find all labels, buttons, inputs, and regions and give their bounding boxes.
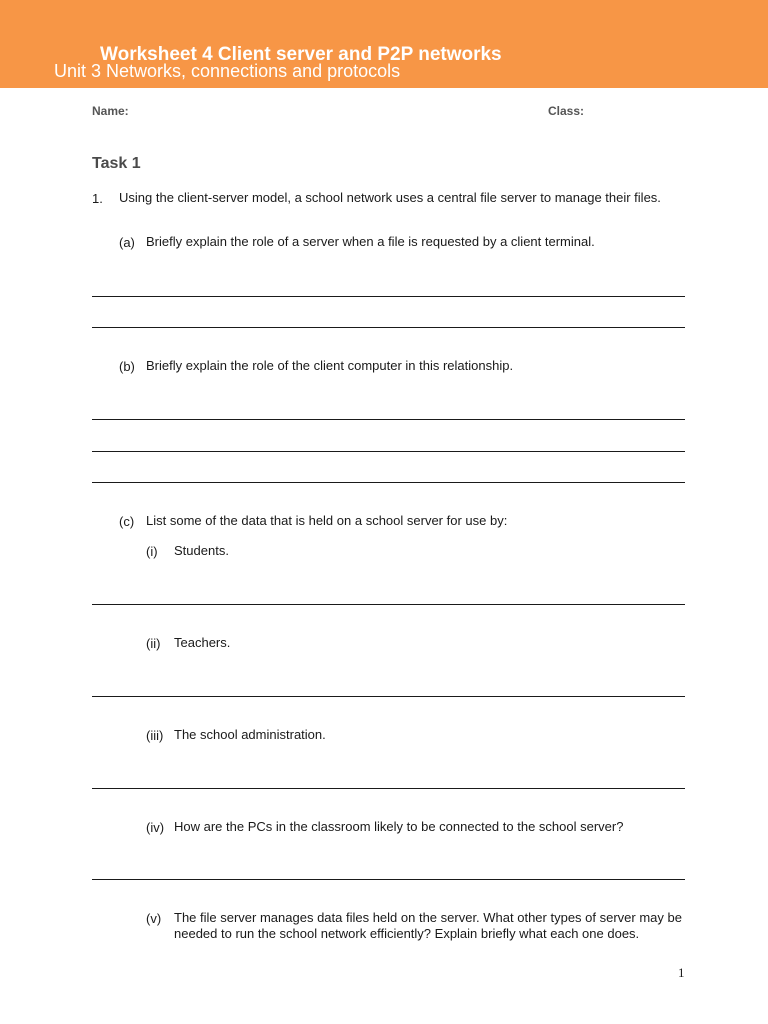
class-label: Class: <box>548 104 585 118</box>
answer-line[interactable] <box>92 296 685 297</box>
answer-line[interactable] <box>92 451 685 452</box>
item-v-label: (v) <box>146 911 162 926</box>
task-heading: Task 1 <box>92 155 141 172</box>
item-iii-label: (iii) <box>146 728 164 743</box>
item-i-label: (i) <box>146 544 158 559</box>
item-iv-text: How are the PCs in the classroom likely to be connected to the school server? <box>174 819 624 834</box>
part-a-label: (a) <box>119 235 135 250</box>
answer-line[interactable] <box>92 604 685 605</box>
answer-line[interactable] <box>92 327 685 328</box>
question-text: Using the client-server model, a school network uses a central file server to manage their files. <box>119 190 661 205</box>
item-iii-text: The school administration. <box>174 727 326 742</box>
answer-line[interactable] <box>92 788 685 789</box>
question-number: 1. <box>92 191 103 206</box>
answer-line[interactable] <box>92 419 685 420</box>
item-i-text: Students. <box>174 543 229 558</box>
item-ii-text: Teachers. <box>174 635 231 650</box>
answer-line[interactable] <box>92 696 685 697</box>
page-number: 1 <box>678 965 685 980</box>
answer-line[interactable] <box>92 879 685 880</box>
part-c-label: (c) <box>119 514 135 529</box>
part-a-text: Briefly explain the role of a server when a file is requested by a client terminal. <box>146 234 595 249</box>
unit-subtitle: Unit 3 Networks, connections and protocols <box>54 61 401 81</box>
part-b-label: (b) <box>119 359 135 374</box>
answer-line[interactable] <box>92 482 685 483</box>
part-b-text: Briefly explain the role of the client computer in this relationship. <box>146 358 514 373</box>
name-label: Name: <box>92 104 129 118</box>
item-iv-label: (iv) <box>146 820 165 835</box>
worksheet-title: Worksheet 4 Client server and P2P networks <box>100 44 502 65</box>
item-ii-label: (ii) <box>146 636 161 651</box>
part-c-text: List some of the data that is held on a school server for use by: <box>146 513 508 528</box>
item-v-text: The file server manages data files held on the server. What other types of server may be needed to run the school network efficiently? Explain briefly what each one does. <box>174 910 682 941</box>
